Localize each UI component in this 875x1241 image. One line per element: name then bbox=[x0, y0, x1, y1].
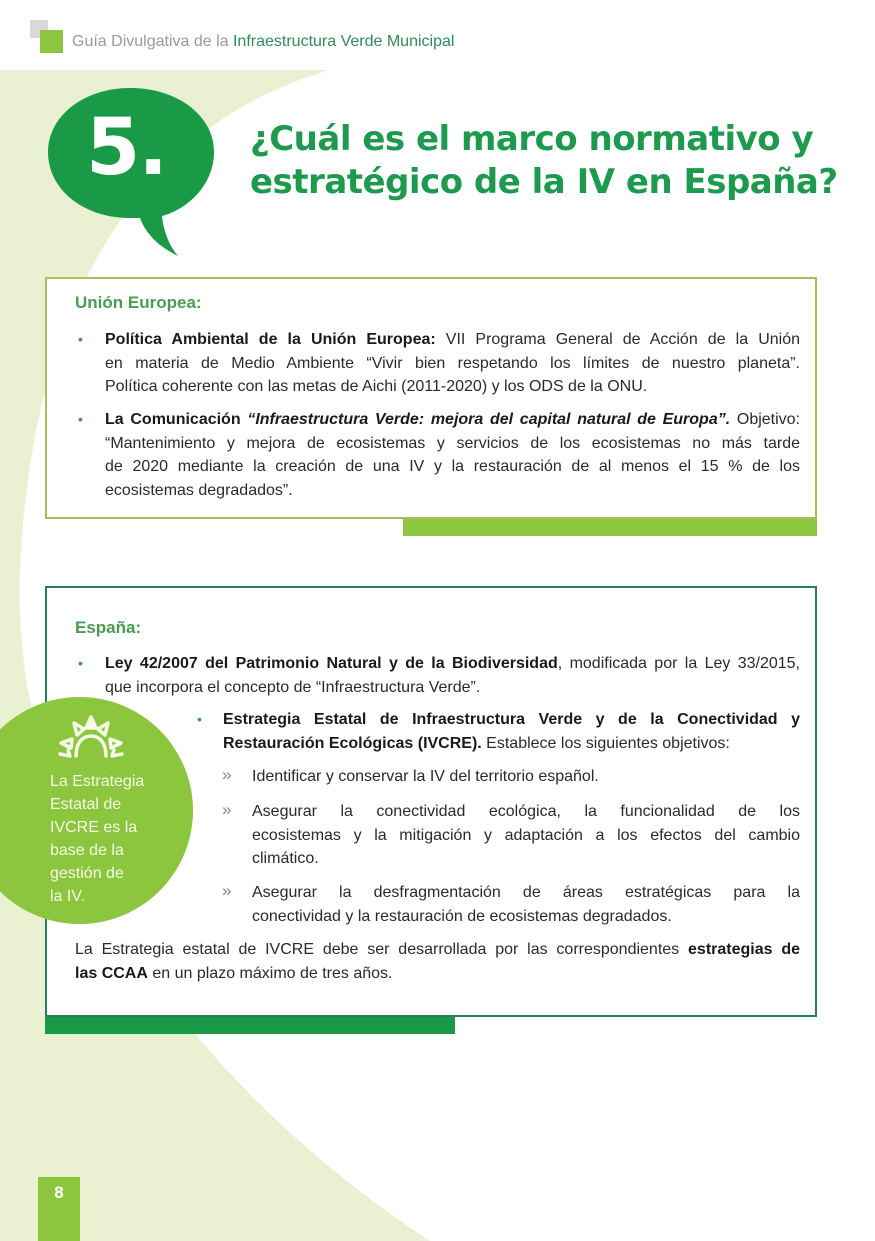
eu-item-comm-text: Objetivo: bbox=[730, 411, 801, 428]
callout-text bbox=[50, 770, 170, 908]
sun-rays-icon bbox=[56, 714, 126, 758]
bullet-icon: • bbox=[78, 331, 83, 347]
eu-item-comm-line3: de 2020 mediante la creación de una IV y la restauración de al menos el 15 % de los bbox=[105, 458, 800, 475]
objective-2 bbox=[252, 800, 800, 871]
eu-accent-bar bbox=[403, 519, 817, 536]
strategy-text: Establece los siguientes objetivos: bbox=[481, 734, 730, 752]
callout-line: IVCRE es la bbox=[50, 819, 138, 836]
objective-1-line1: Identificar y conservar la IV del territorio español. bbox=[252, 768, 599, 785]
eu-item-policy-line2: en materia de Medio Ambiente “Vivir bien respetando los límites de nuestro planeta”. bbox=[105, 354, 800, 372]
running-header bbox=[30, 18, 454, 58]
callout-line: gestión de bbox=[50, 865, 124, 882]
objective-2-line3: climático. bbox=[252, 850, 319, 867]
objective-1 bbox=[252, 765, 800, 789]
eu-item-communication bbox=[105, 408, 800, 502]
callout-line: La Estrategia bbox=[50, 773, 145, 790]
header-accent: Infraestructura Verde Municipal bbox=[232, 33, 455, 50]
objective-3 bbox=[252, 881, 800, 928]
spain-accent-bar bbox=[45, 1017, 455, 1034]
eu-item-comm-title: “Infraestructura Verde: mejora del capital natural de Europa”. bbox=[247, 411, 731, 428]
strategy-bold-line1: Estrategia Estatal de Infraestructura Verde y de la Conectividad y bbox=[223, 711, 800, 728]
page-title bbox=[250, 118, 850, 204]
bullet-icon: • bbox=[78, 655, 83, 671]
header-prefix: Guía Divulgativa de la bbox=[72, 33, 233, 50]
title-line-1: ¿Cuál es el marco normativo y bbox=[250, 119, 814, 159]
chapter-number: 5. bbox=[86, 103, 166, 193]
bullet-icon: • bbox=[197, 711, 202, 727]
objective-2-line2: ecosistemas y la mitigación y adaptación a los efectos del cambio bbox=[252, 826, 800, 844]
title-line-2: estratégico de la IV en España? bbox=[250, 162, 838, 202]
objective-3-line1: Asegurar la desfragmentación de áreas estratégicas para la bbox=[252, 884, 800, 901]
closing-bold: estrategias de bbox=[688, 941, 801, 958]
bullet-icon: • bbox=[78, 411, 83, 427]
chevron-icon: » bbox=[222, 765, 232, 784]
spain-law-text: , modificada por la Ley 33/2015, bbox=[557, 655, 801, 672]
eu-item-comm-line2: “Mantenimiento y mejora de ecosistemas y servicios de los ecosistemas no más tarde bbox=[105, 434, 800, 452]
spain-closing-note bbox=[75, 938, 800, 985]
eu-item-policy-text: VII Programa General de Acción de la Unión bbox=[435, 331, 801, 348]
eu-item-comm-bold: La Comunicación bbox=[105, 411, 248, 428]
chevron-icon: » bbox=[222, 881, 232, 900]
eu-item-policy-line3: Política coherente con las metas de Aichi (2011-2020) y los ODS de la ONU. bbox=[105, 378, 648, 395]
closing-bold-2: las CCAA bbox=[75, 964, 148, 982]
callout-line: la IV. bbox=[50, 888, 85, 905]
spain-section-heading: España: bbox=[75, 618, 142, 637]
eu-item-policy bbox=[105, 328, 800, 399]
eu-section-heading: Unión Europea: bbox=[75, 293, 202, 312]
spain-law-line2: que incorpora el concepto de “Infraestructura Verde”. bbox=[105, 678, 481, 696]
header-title bbox=[72, 33, 454, 51]
chevron-icon: » bbox=[222, 800, 232, 819]
spain-law-bold: Ley 42/2007 del Patrimonio Natural y de la Biodiversidad bbox=[105, 655, 558, 672]
page-number: 8 bbox=[54, 1183, 64, 1202]
eu-item-comm-line4: ecosistemas degradados”. bbox=[105, 481, 293, 499]
page-number-tab bbox=[38, 1177, 80, 1241]
chapter-number-bubble bbox=[46, 86, 216, 256]
spain-item-law bbox=[105, 652, 800, 699]
eu-item-policy-bold: Política Ambiental de la Unión Europea: bbox=[105, 331, 436, 348]
callout-line: Estatal de bbox=[50, 796, 122, 813]
callout-line: base de la bbox=[50, 842, 124, 859]
closing-text-2: en un plazo máximo de tres años. bbox=[147, 964, 393, 982]
objective-3-line2: conectividad y la restauración de ecosistemas degradados. bbox=[252, 907, 672, 925]
logo-squares-icon bbox=[30, 20, 66, 56]
strategy-bold-line2: Restauración Ecológicas (IVCRE). bbox=[223, 734, 482, 752]
closing-text: La Estrategia estatal de IVCRE debe ser desarrollada por las correspondientes bbox=[75, 941, 689, 958]
objective-2-line1: Asegurar la conectividad ecológica, la funcionalidad de los bbox=[252, 803, 800, 820]
spain-item-strategy bbox=[223, 708, 800, 755]
